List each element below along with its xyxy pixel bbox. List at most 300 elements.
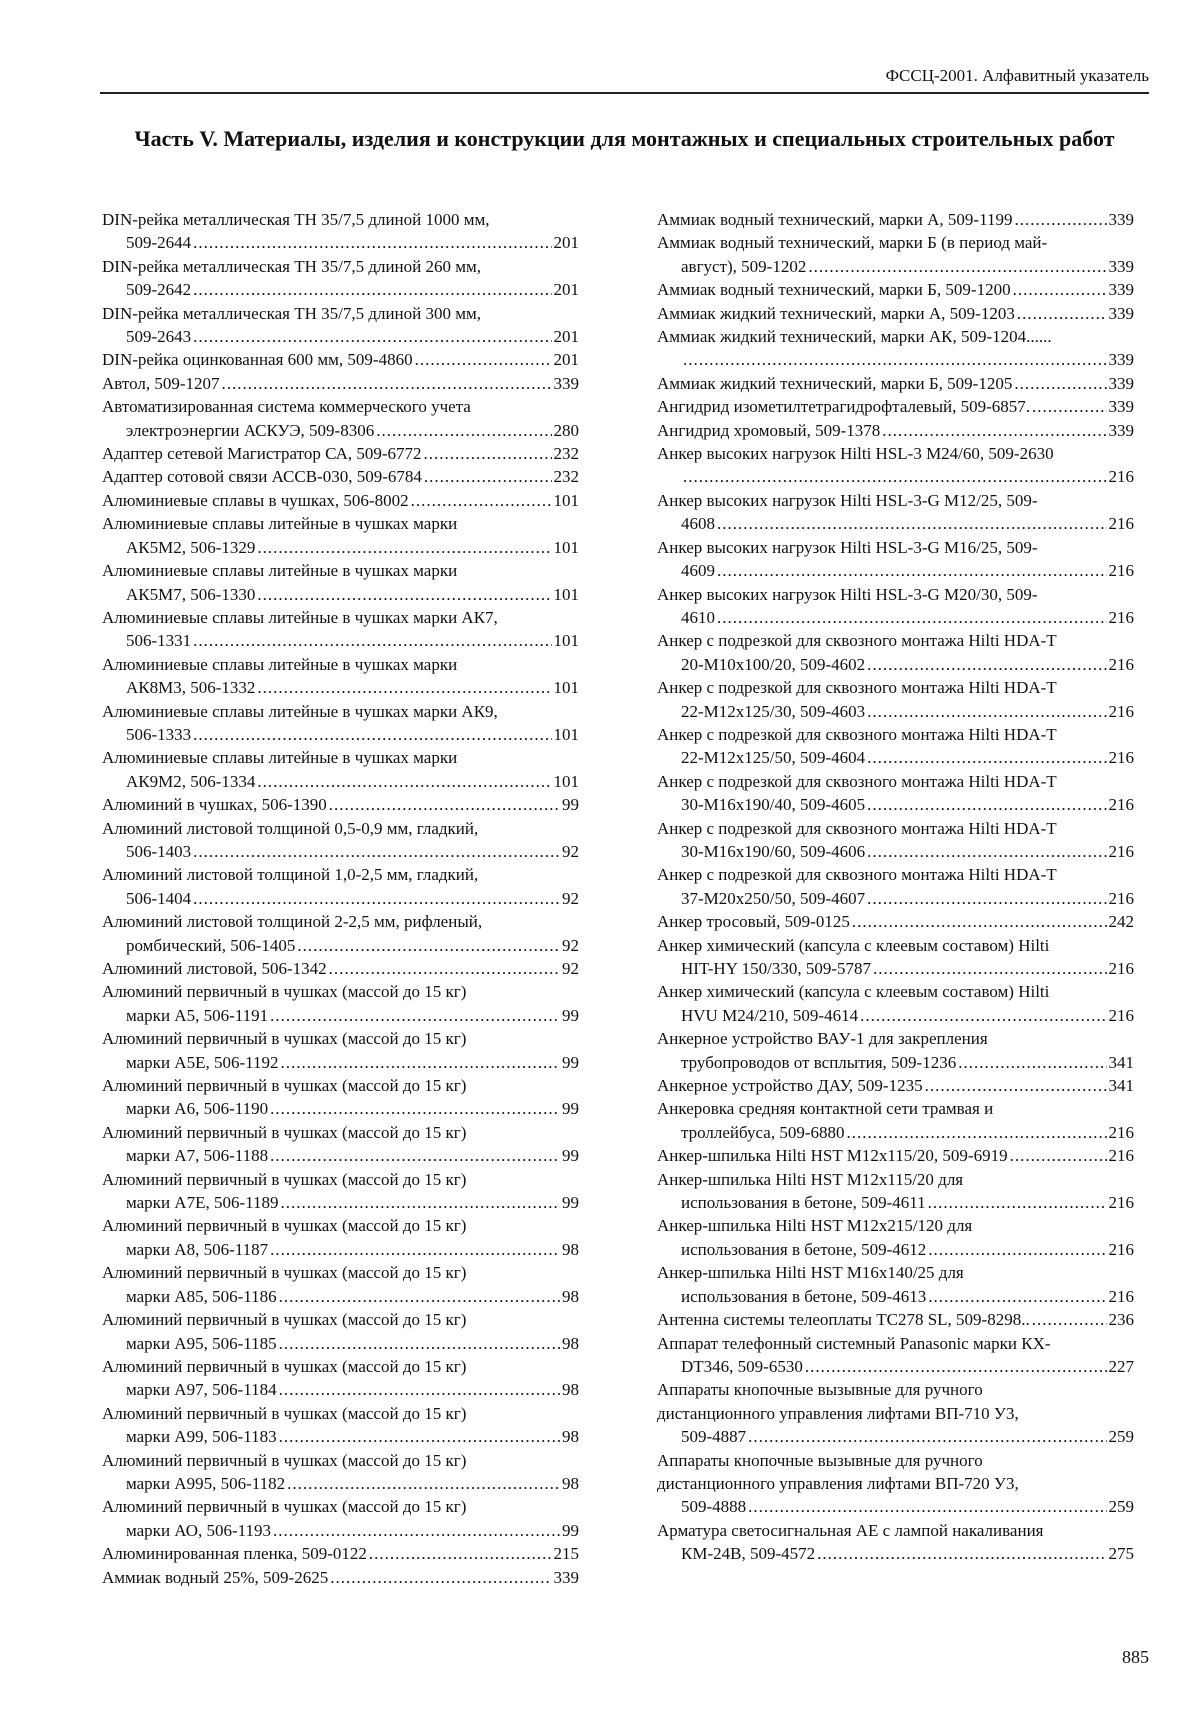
entry-page-number: 99 (562, 1052, 579, 1072)
entry-page-number: 339 (1108, 210, 1134, 229)
entry-text: Алюминий первичный в чушках (массой до 15 кг) (102, 982, 467, 1002)
entry-text: Анкер высоких нагрузок Hilti HSL-3-G M16/25, 509- (657, 537, 1038, 557)
index-entry (102, 1261, 579, 1308)
index-entry (102, 817, 579, 864)
dot-leader (411, 489, 552, 512)
entry-text: Алюминированная пленка, 509-0122 (102, 1544, 367, 1564)
index-entry (657, 1378, 1134, 1448)
entry-text: Анкер с подрезкой для сквозного монтажа Hilti HDA-T (657, 724, 1057, 744)
entry-page-number: 280 (553, 420, 579, 440)
entry-page-number: 92 (562, 935, 579, 955)
index-entry (102, 489, 579, 512)
entry-last-line (102, 1425, 579, 1448)
entry-text: HVU M24/210, 509-4614 (681, 1005, 859, 1025)
entry-page-number: 98 (562, 1286, 579, 1306)
entry-text: Адаптер сотовой связи АССВ-030, 509-6784 (102, 467, 422, 487)
entry-text: 509-4888 (681, 1497, 747, 1517)
entry-text: Аммиак водный технический, марки Б, 509-1200 (657, 280, 1011, 300)
entry-page-number: 99 (562, 795, 579, 815)
entry-page-number: 232 (553, 467, 579, 487)
index-entry (657, 536, 1134, 583)
entry-page-number: 92 (562, 841, 579, 861)
entry-last-line (657, 957, 1134, 980)
index-entry (102, 1495, 579, 1542)
entry-page-number: 101 (553, 490, 579, 510)
index-entry (102, 980, 579, 1027)
index-entry (657, 1261, 1134, 1308)
entry-last-line (657, 1144, 1134, 1167)
entry-last-line (102, 793, 579, 816)
entry-page-number: 216 (1108, 1146, 1134, 1166)
dot-leader (257, 676, 551, 699)
dot-leader (193, 723, 551, 746)
entry-last-line (102, 723, 579, 746)
index-entry (102, 1308, 579, 1355)
entry-last-line (102, 536, 579, 559)
dot-leader (193, 325, 551, 348)
entry-text: август), 509-1202 (681, 256, 807, 276)
entry-text: марки А7Е, 506-1189 (126, 1193, 279, 1213)
entry-text: 506-1331 (126, 631, 192, 651)
entry-last-line (102, 1004, 579, 1027)
entry-text: Ангидрид изометилтетрагидрофталевый, 509-6857. (657, 397, 1031, 417)
entry-page-number: 101 (553, 771, 579, 791)
entry-text: 506-1404 (126, 888, 192, 908)
entry-text: Анкер с подрезкой для сквозного монтажа Hilti HDA-T (657, 771, 1057, 791)
entry-text: электроэнергии АСКУЭ, 509-8306 (126, 420, 375, 440)
entry-text: Анкер высоких нагрузок Hilti HSL-3-G M12/25, 509- (657, 490, 1038, 510)
index-entry (657, 1027, 1134, 1074)
entry-text: Аммиак жидкий технический, марки Б, 509-1205 (657, 373, 1013, 393)
entry-text: Анкер высоких нагрузок Hilti HSL-3-G M20/30, 509- (657, 584, 1038, 604)
entry-page-number: 216 (1108, 514, 1134, 534)
entry-text: Анкер-шпилька Hilti HST M16x140/25 для (657, 1263, 964, 1283)
entry-text: Анкер с подрезкой для сквозного монтажа Hilti HDA-T (657, 818, 1057, 838)
dot-leader (928, 1285, 1106, 1308)
entry-text: Алюминиевые сплавы в чушках, 506-8002 (102, 490, 409, 510)
entry-text: Алюминий листовой толщиной 0,5-0,9 мм, гладкий, (102, 818, 479, 838)
entry-text: DIN-рейка металлическая ТН 35/7,5 длиной 300 мм, (102, 303, 482, 323)
entry-last-line (657, 1285, 1134, 1308)
entry-last-line (102, 442, 579, 465)
index-entry (102, 910, 579, 957)
dot-leader (193, 629, 551, 652)
index-entry (102, 1542, 579, 1565)
entry-last-line (657, 1308, 1134, 1331)
index-entry (102, 863, 579, 910)
entry-text: Анкер с подрезкой для сквозного монтажа Hilti HDA-T (657, 678, 1057, 698)
entry-text: АК8М3, 506-1332 (126, 678, 256, 698)
entry-text: 30-M16x190/60, 509-4606 (681, 841, 866, 861)
dot-leader (928, 1238, 1106, 1261)
dot-leader (424, 465, 552, 488)
entry-text: 4610 (681, 607, 715, 627)
entry-text: Арматура светосигнальная АЕ с лампой накаливания (657, 1520, 1044, 1540)
entry-text: трубопроводов от всплытия, 509-1236 (681, 1052, 957, 1072)
entry-text: марки А97, 506-1184 (126, 1380, 277, 1400)
index-entry (657, 442, 1134, 489)
index-entry (102, 255, 579, 302)
entry-text: Адаптер сетевой Магистратор СА, 509-6772 (102, 444, 422, 464)
entry-last-line (102, 1144, 579, 1167)
dot-leader (928, 1191, 1107, 1214)
dot-leader (279, 1332, 560, 1355)
index-entry (657, 980, 1134, 1027)
dot-leader (1010, 1144, 1107, 1167)
entry-last-line (657, 348, 1134, 371)
entry-text: АК9М2, 506-1334 (126, 771, 256, 791)
dot-leader (867, 700, 1106, 723)
entry-page-number: 99 (562, 1520, 579, 1540)
entry-page-number: 201 (553, 350, 579, 370)
entry-text: КМ-24В, 509-4572 (681, 1544, 816, 1564)
entry-text: Алюминий листовой, 506-1342 (102, 959, 327, 978)
entry-last-line (657, 1542, 1134, 1565)
entry-last-line (657, 1051, 1134, 1074)
entry-last-line (657, 840, 1134, 863)
entry-text: дистанционного управления лифтами ВП-710 У3, (657, 1403, 1019, 1423)
entry-text: 22-M12x125/50, 509-4604 (681, 748, 866, 768)
index-entry (102, 395, 579, 442)
entry-text: Алюминий листовой толщиной 2-2,5 мм, рифленый, (102, 912, 483, 932)
entry-last-line (102, 325, 579, 348)
entry-text: Аппараты кнопочные вызывные для ручного (657, 1380, 983, 1400)
entry-page-number: 216 (1108, 1193, 1134, 1213)
entry-text: Анкер тросовый, 509-0125 (657, 912, 850, 932)
entry-text: 509-2642 (126, 280, 192, 300)
dot-leader (805, 1355, 1107, 1378)
entry-page-number: 339 (1108, 256, 1134, 276)
entry-text: 506-1333 (126, 724, 192, 744)
entry-last-line (102, 278, 579, 301)
entry-last-line (657, 255, 1134, 278)
entry-text: АК5М2, 506-1329 (126, 537, 256, 557)
dot-leader (281, 1051, 561, 1074)
entry-text: Алюминий первичный в чушках (массой до 15 кг) (102, 1263, 467, 1283)
index-entry (657, 372, 1134, 395)
entry-page-number: 98 (562, 1239, 579, 1259)
entry-last-line (102, 1542, 579, 1565)
entry-text: Анкер-шпилька Hilti HST M12x215/120 для (657, 1216, 973, 1236)
entry-text: DIN-рейка оцинкованная 600 мм, 509-4860 (102, 350, 413, 370)
index-entry (102, 1449, 579, 1496)
entry-last-line (657, 419, 1134, 442)
entry-page-number: 98 (562, 1380, 579, 1400)
dot-leader (683, 465, 1107, 488)
entry-page-number: 216 (1108, 1122, 1134, 1142)
dot-leader (257, 583, 551, 606)
entry-text: марки А5, 506-1191 (126, 1005, 269, 1025)
dot-leader (808, 255, 1106, 278)
index-entry (657, 1097, 1134, 1144)
index-entry (102, 653, 579, 700)
dot-leader (193, 278, 551, 301)
entry-page-number: 216 (1108, 607, 1134, 627)
entry-text: 37-M20x250/50, 509-4607 (681, 888, 866, 908)
entry-text: Алюминиевые сплавы литейные в чушках марки (102, 654, 458, 674)
entry-text: DIN-рейка металлическая ТН 35/7,5 длиной 260 мм, (102, 256, 482, 276)
index-entry (657, 419, 1134, 442)
dot-leader (1017, 302, 1107, 325)
entry-last-line (102, 1051, 579, 1074)
entry-page-number: 216 (1108, 748, 1134, 768)
index-entry (102, 957, 579, 980)
index-entry (657, 1168, 1134, 1215)
entry-page-number: 101 (553, 584, 579, 604)
entry-text: Алюминий первичный в чушках (массой до 15 кг) (102, 1029, 467, 1049)
entry-text: Анкер-шпилька Hilti HST M12x115/20 для (657, 1169, 964, 1189)
entry-last-line (102, 1472, 579, 1495)
dot-leader (717, 559, 1107, 582)
entry-text: Алюминий в чушках, 506-1390 (102, 795, 327, 815)
entry-last-line (102, 957, 579, 980)
entry-text: Анкерное устройство ВАУ-1 для закрепления (657, 1029, 988, 1049)
entry-text: Алюминиевые сплавы литейные в чушках марки (102, 748, 458, 768)
entry-last-line (657, 278, 1134, 301)
entry-text: Алюминий листовой толщиной 1,0-2,5 мм, гладкий, (102, 865, 479, 885)
entry-last-line (102, 934, 579, 957)
entry-last-line (657, 559, 1134, 582)
dot-leader (717, 512, 1107, 535)
index-entry (657, 278, 1134, 301)
entry-text: Алюминиевые сплавы литейные в чушках марки АК7, (102, 607, 498, 627)
entry-text: использования в бетоне, 509-4613 (681, 1286, 927, 1306)
entry-text: Анкер с подрезкой для сквозного монтажа Hilti HDA-T (657, 865, 1057, 885)
index-entry (657, 489, 1134, 536)
index-entry (102, 700, 579, 747)
dot-leader (329, 793, 560, 816)
entry-text: Автоматизированная система коммерческого учета (102, 397, 471, 417)
entry-text: марки А995, 506-1182 (126, 1473, 286, 1493)
dot-leader (958, 1051, 1106, 1074)
entry-text: дистанционного управления лифтами ВП-720 У3, (657, 1473, 1019, 1493)
entry-last-line (657, 208, 1134, 231)
index-entry (657, 770, 1134, 817)
entry-text: Ангидрид хромовый, 509-1378 (657, 420, 881, 440)
entry-page-number: 99 (562, 1005, 579, 1025)
dot-leader (852, 910, 1107, 933)
entry-page-number: 98 (562, 1333, 579, 1353)
entry-text: Алюминий первичный в чушках (массой до 15 кг) (102, 1450, 467, 1470)
index-entry (657, 676, 1134, 723)
dot-leader (279, 1425, 560, 1448)
index-entry (657, 1519, 1134, 1566)
dot-leader (415, 348, 552, 371)
header-rule (100, 92, 1149, 94)
entry-last-line (657, 372, 1134, 395)
entry-text: марки АО, 506-1193 (126, 1520, 272, 1540)
index-entry (102, 1214, 579, 1261)
dot-leader (193, 231, 551, 254)
entry-last-line (657, 1355, 1134, 1378)
entry-text: 22-M12x125/30, 509-4603 (681, 701, 866, 721)
dot-leader (882, 419, 1106, 442)
dot-leader (867, 840, 1106, 863)
entry-text: Алюминий первичный в чушках (массой до 15 кг) (102, 1122, 467, 1142)
entry-page-number: 339 (1108, 397, 1134, 417)
entry-text: Алюминий первичный в чушках (массой до 15 кг) (102, 1356, 467, 1376)
entry-page-number: 99 (562, 1193, 579, 1213)
dot-leader (193, 840, 560, 863)
entry-text: Алюминий первичный в чушках (массой до 15 кг) (102, 1216, 467, 1236)
entry-text: Автол, 509-1207 (102, 373, 220, 393)
dot-leader (329, 957, 560, 980)
index-entry (657, 1449, 1134, 1519)
index-column-right (657, 208, 1134, 1566)
entry-page-number: 215 (553, 1544, 579, 1564)
entry-text: 30-M16x190/40, 509-4605 (681, 795, 866, 815)
index-entry (657, 1308, 1134, 1331)
index-entry (657, 1214, 1134, 1261)
entry-last-line (657, 1425, 1134, 1448)
entry-text: марки А6, 506-1190 (126, 1099, 269, 1119)
index-entry (102, 1121, 579, 1168)
dot-leader (867, 887, 1106, 910)
dot-leader (846, 1121, 1106, 1144)
entry-last-line (657, 700, 1134, 723)
dot-leader (270, 1238, 560, 1261)
dot-leader (873, 957, 1107, 980)
entry-last-line (657, 887, 1134, 910)
entry-page-number: 98 (562, 1473, 579, 1493)
index-entry (102, 1074, 579, 1121)
dot-leader (925, 1074, 1107, 1097)
index-entry (657, 934, 1134, 981)
index-entry (102, 1168, 579, 1215)
entry-last-line (657, 512, 1134, 535)
entry-last-line (102, 583, 579, 606)
dot-leader (287, 1472, 560, 1495)
index-entry (657, 1144, 1134, 1167)
entry-page-number: 101 (553, 537, 579, 557)
entry-page-number: 339 (1108, 420, 1134, 440)
dot-leader (867, 793, 1106, 816)
entry-page-number: 236 (1108, 1310, 1134, 1330)
entry-page-number: 216 (1108, 841, 1134, 861)
entry-page-number: 201 (553, 233, 579, 253)
index-entry (102, 465, 579, 488)
entry-last-line (657, 395, 1134, 418)
entry-page-number: 92 (562, 888, 579, 908)
entry-text: использования в бетоне, 509-4611 (681, 1193, 926, 1213)
entry-text: Анкер-шпилька Hilti HST M12x115/20, 509-6919 (657, 1146, 1008, 1166)
entry-last-line (102, 419, 579, 442)
entry-text: Алюминиевые сплавы литейные в чушках марки (102, 514, 458, 534)
entry-text: марки А5Е, 506-1192 (126, 1052, 279, 1072)
entry-page-number: 341 (1108, 1076, 1134, 1096)
entry-page-number: 339 (1108, 303, 1134, 323)
entry-text: Аммиак жидкий технический, марки АК, 509-1204...... (657, 327, 1052, 347)
entry-text: Алюминий первичный в чушках (массой до 15 кг) (102, 1076, 467, 1096)
dot-leader (330, 1566, 551, 1589)
entry-page-number: 259 (1108, 1427, 1134, 1447)
entry-text: Аппарат телефонный системный Panasonic марки КХ- (657, 1333, 1051, 1353)
index-entry (102, 302, 579, 349)
entry-last-line (657, 606, 1134, 629)
entry-text: Антенна системы телеоплаты ТС278 SL, 509-8298.. (657, 1310, 1030, 1330)
index-entry (102, 1355, 579, 1402)
index-entry (102, 606, 579, 653)
entry-page-number: 232 (553, 444, 579, 464)
dot-leader (257, 536, 551, 559)
entry-text: марки А95, 506-1185 (126, 1333, 277, 1353)
dot-leader (867, 653, 1106, 676)
entry-page-number: 101 (553, 724, 579, 744)
entry-page-number: 101 (553, 678, 579, 698)
dot-leader (1014, 208, 1106, 231)
entry-page-number: 201 (553, 327, 579, 347)
entry-last-line (102, 1566, 579, 1589)
index-entry (102, 372, 579, 395)
entry-last-line (657, 746, 1134, 769)
running-header: ФССЦ-2001. Алфавитный указатель (885, 66, 1149, 85)
dot-leader (817, 1542, 1106, 1565)
entry-page-number: 259 (1108, 1497, 1134, 1517)
index-entry (102, 793, 579, 816)
entry-page-number: 92 (562, 959, 579, 978)
entry-last-line (102, 676, 579, 699)
entry-last-line (657, 1495, 1134, 1518)
entry-page-number: 339 (1108, 373, 1134, 393)
entry-text: ромбический, 506-1405 (126, 935, 296, 955)
entry-page-number: 201 (553, 280, 579, 300)
index-entry (102, 1402, 579, 1449)
entry-text: марки А8, 506-1187 (126, 1239, 269, 1259)
entry-text: Анкерное устройство ДАУ, 509-1235 (657, 1076, 923, 1096)
dot-leader (424, 442, 552, 465)
entry-last-line (102, 629, 579, 652)
entry-last-line (102, 887, 579, 910)
entry-text: Алюминий первичный в чушках (массой до 15 кг) (102, 1310, 467, 1330)
entry-last-line (657, 1191, 1134, 1214)
entry-text: Аммиак водный технический, марки А, 509-1199 (657, 210, 1013, 229)
entry-page-number: 98 (562, 1427, 579, 1447)
entry-text: марки А7, 506-1188 (126, 1146, 269, 1166)
dot-leader (1013, 278, 1107, 301)
entry-last-line (102, 1519, 579, 1542)
entry-text: 509-2644 (126, 233, 192, 253)
dot-leader (748, 1495, 1106, 1518)
entry-last-line (102, 465, 579, 488)
entry-page-number: 216 (1108, 959, 1134, 978)
entry-last-line (657, 1074, 1134, 1097)
entry-text: Аппараты кнопочные вызывные для ручного (657, 1450, 983, 1470)
entry-last-line (657, 910, 1134, 933)
entry-page-number: 242 (1108, 912, 1134, 932)
entry-last-line (657, 793, 1134, 816)
index-entry (657, 629, 1134, 676)
dot-leader (279, 1378, 560, 1401)
entry-page-number: 216 (1108, 701, 1134, 721)
entry-text: использования в бетоне, 509-4612 (681, 1239, 927, 1259)
index-entry (102, 1566, 579, 1589)
entry-last-line (102, 348, 579, 371)
entry-last-line (657, 1238, 1134, 1261)
index-entry (657, 325, 1134, 372)
dot-leader (279, 1285, 560, 1308)
entry-text: Алюминий первичный в чушках (массой до 15 кг) (102, 1497, 467, 1517)
dot-leader (270, 1004, 560, 1027)
dot-leader (683, 348, 1107, 371)
entry-text: Алюминиевые сплавы литейные в чушках марки (102, 561, 458, 581)
index-entry (102, 1027, 579, 1074)
entry-page-number: 216 (1108, 654, 1134, 674)
dot-leader (376, 419, 551, 442)
dot-leader (281, 1191, 561, 1214)
entry-text: Анкер химический (капсула с клеевым составом) Hilti (657, 982, 1050, 1002)
entry-last-line (102, 1285, 579, 1308)
index-entry (657, 395, 1134, 418)
